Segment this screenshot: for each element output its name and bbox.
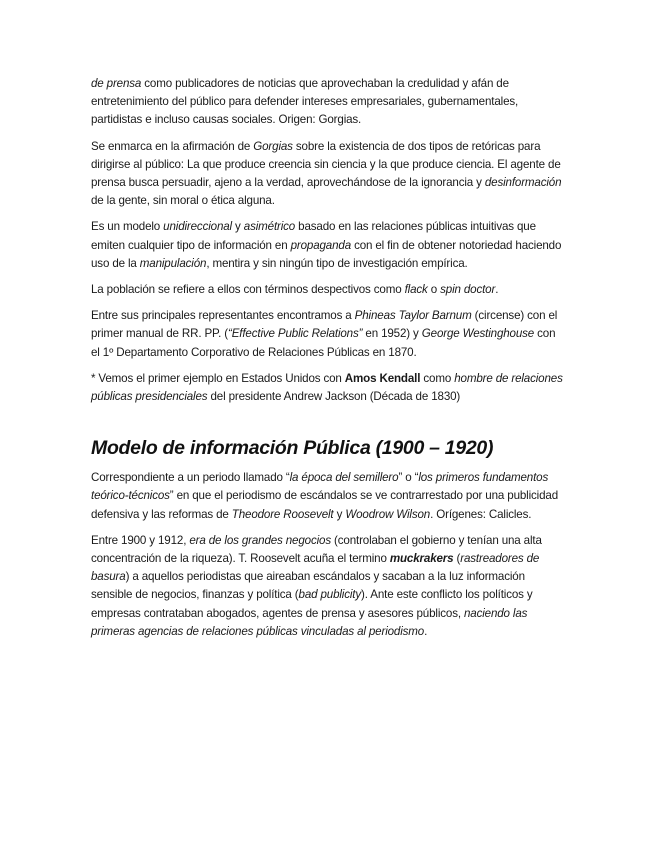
text-run: asimétrico (243, 220, 296, 234)
text-run: del presidente Andrew Jackson (Década de 1830) (207, 390, 461, 404)
text-run: con el fin de obtener notoriedad haciendo uso de la (91, 238, 562, 270)
paragraph (91, 532, 565, 641)
text-run: era de los grandes negocios (189, 533, 331, 547)
text-run: George Westinghouse (421, 327, 535, 341)
text-run: sobre la existencia de dos tipos de retóricas para dirigirse al público: La que produce creencia sin ciencia y la que produce ciencia. El agente de prensa busca persuadir, ajeno a la verdad, aprovechándose de la ignorancia y (91, 139, 561, 190)
text-run: spin doctor (440, 283, 496, 297)
paragraph (91, 218, 565, 273)
text-run: los primeros fundamentos teórico-técnicos (91, 471, 549, 503)
text-run: ( (453, 552, 461, 566)
text-run: la época del semillero (289, 471, 399, 485)
text-run: unidireccional (163, 220, 232, 234)
text-run: Se enmarca en la afirmación de (91, 139, 254, 153)
text-run: Es un modelo (91, 220, 164, 234)
text-run: , mentira y sin ningún tipo de investigación empírica. (206, 256, 468, 270)
text-run: propaganda (290, 238, 351, 252)
text-run: ). Ante este conflicto los políticos y empresas contrataban abogados, agentes de prensa y asesores públicos, (91, 588, 533, 620)
text-run: . (495, 283, 499, 297)
text-run: Entre 1900 y 1912, (91, 533, 190, 547)
paragraph (91, 469, 565, 524)
text-run: Woodrow Wilson (345, 507, 431, 521)
text-run: con el 1º Departamento Corporativo de Relaciones Públicas en 1870. (91, 327, 556, 359)
text-run: Correspondiente a un periodo llamado “ (91, 471, 290, 485)
text-run: en 1952) y (362, 327, 422, 341)
text-run: y (231, 220, 244, 234)
document-page (91, 75, 565, 649)
text-run: Amos Kendall (344, 371, 421, 385)
text-run: “Effective Public Relations” (228, 327, 363, 341)
text-run: La población se refiere a ellos con términos despectivos como (91, 283, 405, 297)
text-run: como publicadores de noticias que aprovechaban la credulidad y afán de entretenimiento del público para defender intereses empresariales, gubernamentales, partidistas e incluso causas sociales. Origen: Gorgias. (91, 77, 519, 127)
text-run: ) a aquellos periodistas que aireaban escándalos y sacaban a la luz información sensible de negocios, finanzas y política ( (91, 570, 525, 602)
text-run: (circense) con el primer manual de RR. PP. ( (91, 309, 558, 341)
text-run: . (424, 624, 428, 638)
text-run: naciendo las primeras agencias de relaciones públicas vinculadas al periodismo (91, 606, 528, 638)
text-run: Theodore Roosevelt (231, 507, 334, 521)
text-run: Entre sus principales representantes encontramos a (91, 309, 355, 323)
text-run: hombre de relaciones públicas presidenciales (91, 371, 563, 404)
paragraph (91, 75, 565, 130)
text-run: rastreadores de basura (91, 552, 540, 584)
paragraph (91, 138, 565, 211)
text-run: ” en que el periodismo de escándalos se ve contrarrestado por una publicidad defensiva y las reformas de (91, 489, 558, 521)
text-run: de la gente, sin moral o ética alguna. (91, 194, 275, 208)
text-run: de prensa (91, 77, 142, 90)
text-run: Gorgias (253, 139, 293, 153)
paragraph (91, 370, 565, 406)
paragraphs-bottom (91, 469, 565, 641)
text-run: * Vemos el primer ejemplo en Estados Unidos con (91, 371, 345, 385)
text-run: flack (404, 283, 428, 297)
paragraphs-top (91, 75, 565, 406)
paragraph (91, 307, 565, 362)
text-run: basado en las relaciones públicas intuitivas que emiten cualquier tipo de información en (91, 220, 536, 252)
text-run: (controlaban el gobierno y tenían una alta concentración de la riqueza). T. Roosevelt acuña el termino (91, 533, 542, 566)
text-run: y (333, 507, 346, 521)
text-run: como (420, 371, 455, 385)
text-run: o (427, 283, 441, 297)
text-run: muckrakers (389, 552, 454, 566)
text-run: desinformación (484, 176, 562, 190)
text-run: . Orígenes: Calicles. (430, 507, 532, 521)
text-run: Phineas Taylor Barnum (354, 309, 472, 323)
text-run: bad publicity (298, 588, 362, 602)
paragraph (91, 281, 565, 299)
section-heading: Modelo de información Pública (1900 – 1920) (91, 437, 494, 460)
text-run: ” o “ (398, 471, 419, 485)
text-run: manipulación (139, 256, 207, 270)
